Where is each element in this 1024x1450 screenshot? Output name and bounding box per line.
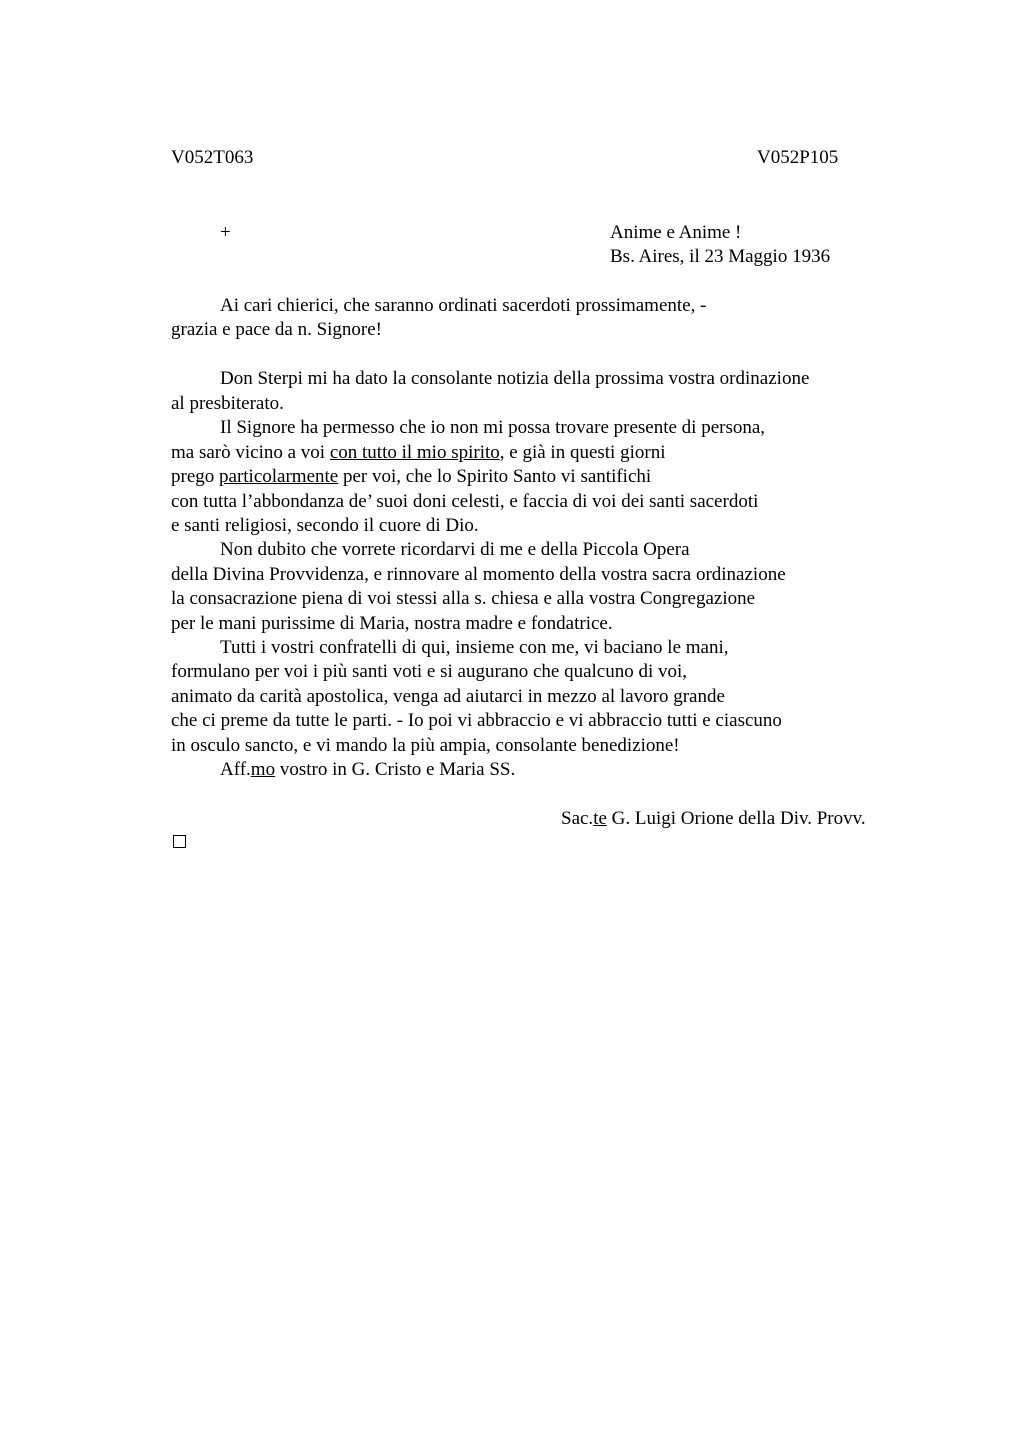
- letter-line: formulano per voi i più santi voti e si augurano che qualcuno di voi,: [171, 661, 688, 682]
- signature-text: G. Luigi Orione della Div. Provv.: [606, 808, 866, 829]
- letter-line: la consacrazione piena di voi stessi alla s. chiesa e alla vostra Congregazione: [171, 588, 756, 609]
- letter-line: [171, 441, 665, 465]
- underlined-phrase: con tutto il mio spirito: [329, 442, 500, 463]
- letter-line: Don Sterpi mi ha dato la consolante notizia della prossima vostra ordinazione: [220, 368, 810, 389]
- letter-line: che ci preme da tutte le parti. - Io poi vi abbraccio e vi abbraccio tutti e ciascuno: [171, 710, 782, 731]
- checkbox-square-icon: [173, 835, 186, 848]
- letter-line: in osculo sancto, e vi mando la più ampia, consolante benedizione!: [171, 735, 680, 756]
- letter-line: per le mani purissime di Maria, nostra madre e fondatrice.: [171, 613, 613, 634]
- salutation-line: grazia e pace da n. Signore!: [171, 319, 383, 340]
- letter-line: Il Signore ha permesso che io non mi possa trovare presente di persona,: [220, 417, 766, 438]
- document-code-right: V052P105: [757, 147, 839, 168]
- letter-text: ma sarò vicino a voi: [171, 442, 330, 463]
- letter-line: Non dubito che vorrete ricordarvi di me e della Piccola Opera: [220, 539, 690, 560]
- letter-text: , e già in questi giorni: [499, 442, 666, 463]
- letter-text: prego: [171, 466, 220, 487]
- letter-text: per voi, che lo Spirito Santo vi santifichi: [338, 466, 652, 487]
- underlined-abbreviation: mo: [250, 759, 276, 780]
- closing-line: [220, 758, 515, 782]
- letter-line: [171, 465, 651, 489]
- letter-line: animato da carità apostolica, venga ad aiutarci in mezzo al lavoro grande: [171, 686, 725, 707]
- underlined-word: particolarmente: [219, 466, 339, 487]
- letter-line: con tutta l’abbondanza de’ suoi doni celesti, e faccia di voi dei santi sacerdoti: [171, 491, 759, 512]
- closing-text: vostro in G. Cristo e Maria SS.: [275, 759, 516, 780]
- signature-text: Sac.: [561, 808, 594, 829]
- letter-line: e santi religiosi, secondo il cuore di Dio.: [171, 515, 479, 536]
- underlined-abbreviation: te: [593, 808, 607, 829]
- motto: Anime e Anime !: [610, 222, 742, 243]
- letter-line: della Divina Provvidenza, e rinnovare al momento della vostra sacra ordinazione: [171, 564, 786, 585]
- salutation-line: Ai cari chierici, che saranno ordinati sacerdoti prossimamente, -: [220, 295, 707, 316]
- cross-mark: +: [220, 222, 231, 243]
- letter-line: al presbiterato.: [171, 393, 284, 414]
- signature: [561, 807, 866, 831]
- closing-text: Aff.: [220, 759, 251, 780]
- place-date: Bs. Aires, il 23 Maggio 1936: [610, 246, 831, 267]
- letter-line: Tutti i vostri confratelli di qui, insieme con me, vi baciano le mani,: [220, 637, 729, 658]
- document-code-left: V052T063: [171, 147, 254, 168]
